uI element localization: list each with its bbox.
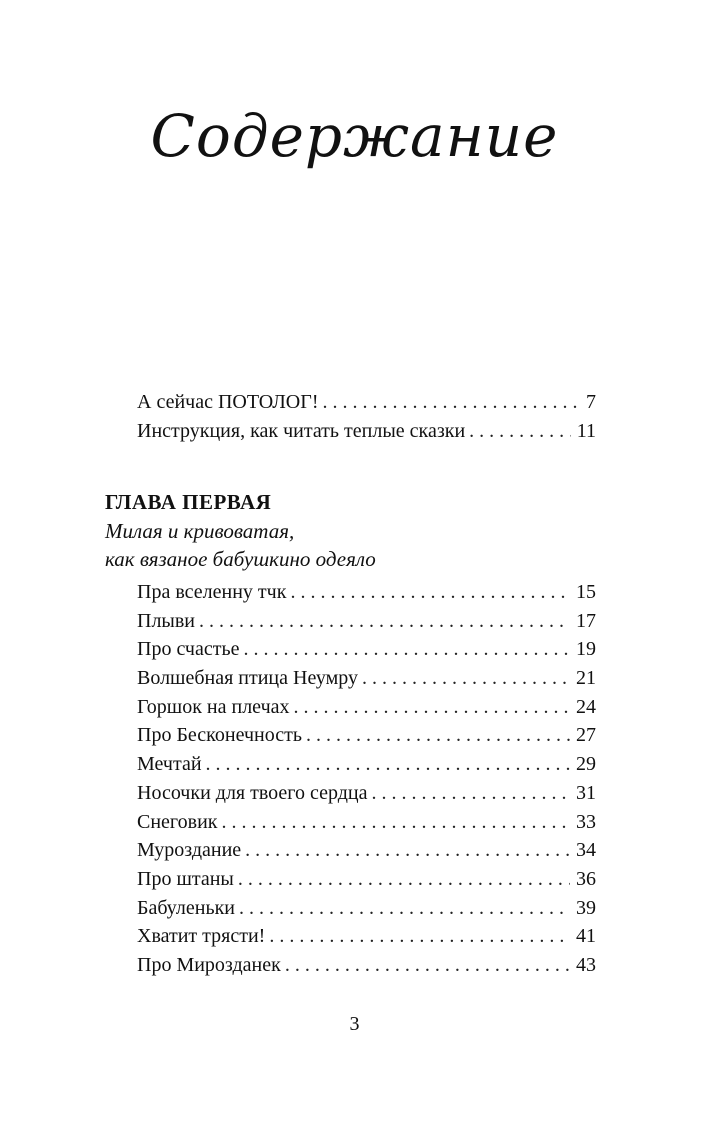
toc-entry[interactable] (137, 607, 596, 636)
toc-entry-label: Хватит трясти! (137, 925, 266, 948)
toc-entry[interactable] (137, 664, 596, 693)
toc-entry-page: 7 (586, 391, 596, 413)
toc-entry-page: 19 (576, 638, 596, 661)
toc-entry[interactable] (137, 865, 596, 894)
toc-entry[interactable] (137, 836, 596, 865)
toc-entry-page: 15 (576, 581, 596, 603)
toc-entry-label: Муроздание (137, 839, 242, 862)
toc-entry-label: Инструкция, как читать теплые сказки (137, 419, 466, 442)
toc-entry-label: Носочки для твоего сердца (137, 781, 368, 804)
page-number: 3 (349, 1013, 360, 1035)
toc-entry[interactable] (137, 894, 596, 923)
toc-entry-label: Бабуленьки (137, 896, 235, 919)
toc-entry-label: Пра вселенну тчк (137, 581, 287, 603)
toc-entry-page: 43 (576, 953, 596, 976)
toc-entry-page: 24 (576, 695, 596, 718)
toc-entry-page: 11 (576, 419, 596, 442)
toc-entry-label: Волшебная птица Неумру (137, 667, 358, 690)
toc-entry-page: 36 (576, 867, 596, 890)
dot-leader (222, 808, 571, 837)
toc-entry-page: 39 (576, 896, 596, 919)
dot-leader (285, 951, 570, 980)
toc-entry-page: 31 (576, 781, 596, 804)
dot-leader (239, 894, 570, 923)
dot-leader (294, 693, 571, 722)
toc-entry[interactable] (137, 635, 596, 664)
toc-entry[interactable] (137, 578, 596, 607)
toc-entry-label: Про Мирозданек (137, 953, 281, 976)
toc-entry[interactable] (137, 388, 596, 417)
toc-entry-page: 33 (576, 810, 596, 833)
dot-leader (372, 779, 571, 808)
toc-entry-label: Мечтай (137, 753, 202, 776)
chapter-subtitle-line2: как вязаное бабушкино одеяло (105, 547, 376, 571)
toc-entry-page: 27 (576, 724, 596, 747)
dot-leader (206, 750, 570, 779)
dot-leader (243, 635, 570, 664)
toc-entry[interactable] (137, 779, 596, 808)
chapter-heading: ГЛАВА ПЕРВАЯ (105, 490, 272, 514)
toc-entry[interactable] (137, 721, 596, 750)
toc-entry-page: 21 (576, 667, 596, 690)
toc-entry-label: Снеговик (137, 810, 218, 833)
dot-leader (245, 836, 570, 865)
toc-entry[interactable] (137, 417, 596, 446)
dot-leader (306, 721, 570, 750)
intro-toc (137, 388, 596, 445)
toc-entry-page: 29 (576, 753, 596, 776)
toc-entry-label: Про Бесконечность (137, 724, 302, 747)
toc-entry-label: Про штаны (137, 867, 234, 890)
toc-entry[interactable] (137, 922, 596, 951)
toc-entry-page: 41 (576, 925, 596, 948)
toc-entry[interactable] (137, 750, 596, 779)
toc-entry-label: Плыви (137, 609, 196, 632)
dot-leader (362, 664, 570, 693)
dot-leader (238, 865, 570, 894)
chapter-toc (137, 578, 596, 980)
toc-entry-page: 17 (576, 609, 596, 632)
dot-leader (199, 607, 570, 636)
toc-entry[interactable] (137, 808, 596, 837)
toc-entry-page: 34 (576, 839, 596, 862)
dot-leader (269, 922, 570, 951)
dot-leader (469, 417, 571, 446)
chapter-header (105, 488, 605, 573)
toc-entry[interactable] (137, 951, 596, 980)
dot-leader (322, 388, 580, 417)
toc-entry-label: А сейчас ПОТОЛОГ! (137, 391, 319, 413)
toc-entry[interactable] (137, 693, 596, 722)
dot-leader (290, 578, 570, 607)
page-title: Содержание (150, 102, 559, 170)
toc-entry-label: Горшок на плечах (137, 695, 290, 718)
chapter-subtitle-line1: Милая и кривоватая, (105, 519, 295, 543)
toc-entry-label: Про счастье (137, 638, 240, 661)
